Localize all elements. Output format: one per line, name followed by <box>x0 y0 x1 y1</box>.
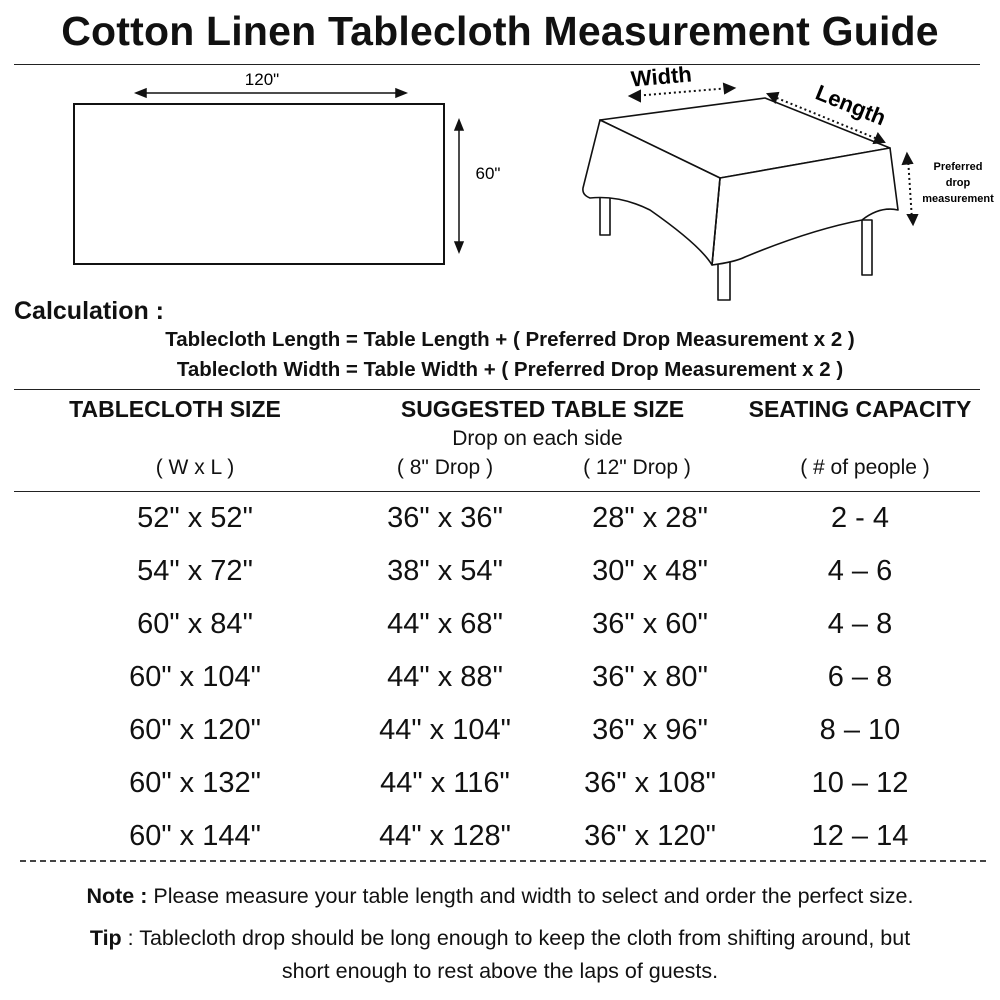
measurement-diagram <box>0 60 1000 310</box>
dashed-divider <box>20 860 986 862</box>
subheader-size-unit: ( W x L ) <box>155 456 235 479</box>
drop-arrow <box>903 154 917 224</box>
width-formula: Tablecloth Width = Table Width + ( Preferred Drop Measurement x 2 ) <box>176 358 844 381</box>
drop-label-line2: drop <box>945 177 971 189</box>
cell-seating: 2 - 4 <box>830 502 890 534</box>
length-formula: Tablecloth Length = Table Length + ( Preferred Drop Measurement x 2 ) <box>165 328 855 351</box>
cell-seating: 10 – 12 <box>811 767 909 799</box>
cell-drop12: 36" x 80" <box>592 661 708 693</box>
cell-drop12: 30" x 48" <box>592 555 708 587</box>
cell-drop8: 44" x 68" <box>387 608 503 640</box>
note-text: Please measure your table length and width to select and order the perfect size. <box>147 884 914 908</box>
flat-width-arrow <box>136 89 406 97</box>
cell-drop8: 44" x 88" <box>387 661 503 693</box>
cell-seating: 8 – 10 <box>819 714 901 746</box>
header-divider <box>14 491 980 492</box>
calculation-heading: Calculation : <box>14 297 165 325</box>
cell-drop8: 36" x 36" <box>387 502 503 534</box>
table-length-label: Length <box>812 79 890 131</box>
cell-size: 60" x 132" <box>129 767 261 799</box>
header-tablecloth-size: TABLECLOTH SIZE <box>69 396 281 422</box>
cell-drop8: 38" x 54" <box>387 555 503 587</box>
cell-drop12: 28" x 28" <box>592 502 708 534</box>
cell-seating: 6 – 8 <box>827 661 893 693</box>
cell-drop12: 36" x 108" <box>584 767 716 799</box>
cell-size: 60" x 104" <box>129 661 261 693</box>
cell-seating: 4 – 6 <box>827 555 893 587</box>
note-line <box>0 884 1000 909</box>
subheader-drop-each-side: Drop on each side <box>452 427 623 450</box>
cell-size: 52" x 52" <box>137 502 253 534</box>
cell-drop12: 36" x 60" <box>592 608 708 640</box>
cell-seating: 12 – 14 <box>811 820 909 852</box>
flat-height-arrow <box>455 120 463 252</box>
tip-label: Tip <box>89 926 122 950</box>
flat-width-label: 120" <box>244 70 280 89</box>
drop-label-line1: Preferred <box>933 161 983 173</box>
note-label: Note : <box>86 884 148 908</box>
drop-label-line3: measurement <box>922 193 994 205</box>
cell-size: 60" x 120" <box>129 714 261 746</box>
cell-drop8: 44" x 116" <box>380 767 510 799</box>
flat-height-label: 60" <box>475 164 501 183</box>
cell-seating: 4 – 8 <box>827 608 893 640</box>
cell-drop8: 44" x 104" <box>379 714 511 746</box>
tip-text-line1: : Tablecloth drop should be long enough to keep the cloth from shifting around, but <box>121 926 911 950</box>
flat-tablecloth-rect <box>74 104 444 264</box>
cell-size: 54" x 72" <box>137 555 253 587</box>
cell-drop12: 36" x 96" <box>592 714 708 746</box>
cell-size: 60" x 144" <box>129 820 261 852</box>
subheader-12-drop: ( 12" Drop ) <box>583 456 691 479</box>
subheader-people: ( # of people ) <box>800 456 930 479</box>
header-suggested-size: SUGGESTED TABLE SIZE <box>400 396 685 422</box>
cell-drop8: 44" x 128" <box>379 820 511 852</box>
tip-line-2: short enough to rest above the laps of guests. <box>281 959 719 983</box>
cell-size: 60" x 84" <box>137 608 253 640</box>
tip-line <box>0 926 1000 951</box>
subheader-8-drop: ( 8" Drop ) <box>396 456 494 479</box>
header-seating-capacity: SEATING CAPACITY <box>748 396 972 422</box>
page-title: Cotton Linen Tablecloth Measurement Guide <box>61 8 939 54</box>
cell-drop12: 36" x 120" <box>584 820 716 852</box>
table-width-label: Width <box>629 61 693 92</box>
calc-divider <box>14 389 980 390</box>
